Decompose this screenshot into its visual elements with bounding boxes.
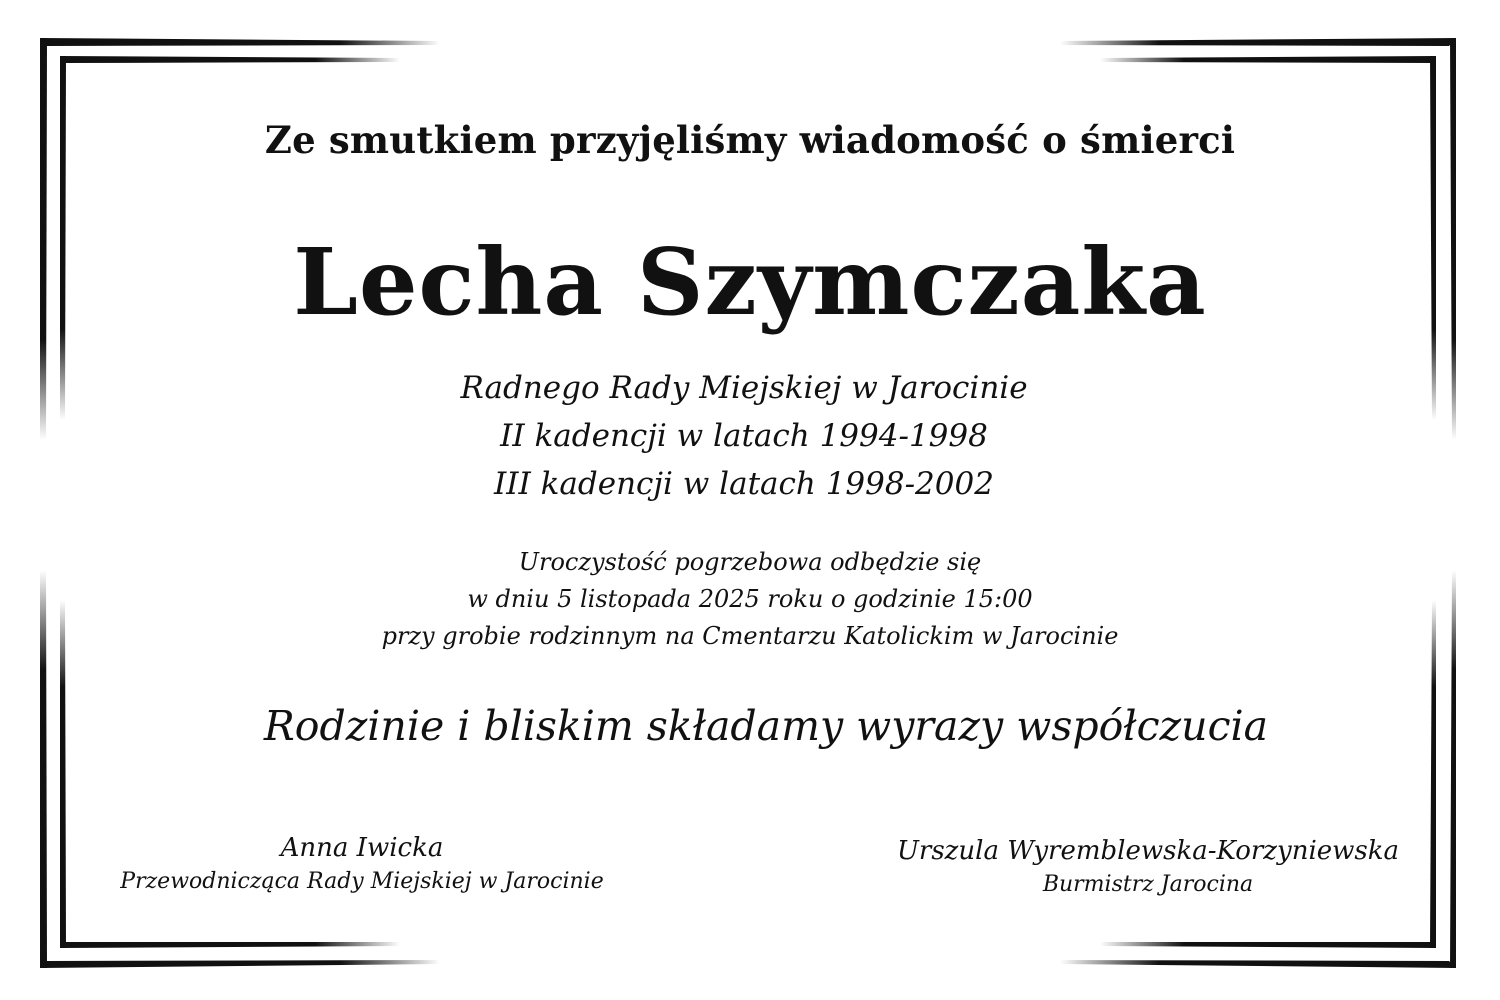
- intro-heading: Ze smutkiem przyjęliśmy wiadomość o śmierci: [264, 118, 1236, 162]
- signatory-name: Anna Iwicka: [280, 833, 444, 863]
- signatory-name: Urszula Wyremblewska-Korzyniewska: [897, 836, 1399, 866]
- funeral-info-line: przy grobie rodzinnym na Cmentarzu Katolickim w Jarocinie: [381, 622, 1119, 650]
- signature-right: [860, 836, 1436, 897]
- role-line: Radnego Rady Miejskiej w Jarocinie: [460, 370, 1028, 406]
- role-line: III kadencji w latach 1998-2002: [494, 466, 994, 502]
- signatory-title: Burmistrz Jarocina: [1042, 872, 1254, 897]
- deceased-name: Lecha Szymczaka: [293, 228, 1207, 336]
- signature-left: [60, 833, 664, 894]
- funeral-info-line: Uroczystość pogrzebowa odbędzie się: [518, 548, 982, 576]
- funeral-info-line: w dniu 5 listopada 2025 roku o godzinie 15:00: [467, 585, 1033, 613]
- signatory-title: Przewodnicząca Rady Miejskiej w Jarocinie: [120, 869, 604, 894]
- condolence-message: Rodzinie i bliskim składamy wyrazy współczucia: [263, 702, 1269, 750]
- role-line: II kadencji w latach 1994-1998: [500, 418, 988, 454]
